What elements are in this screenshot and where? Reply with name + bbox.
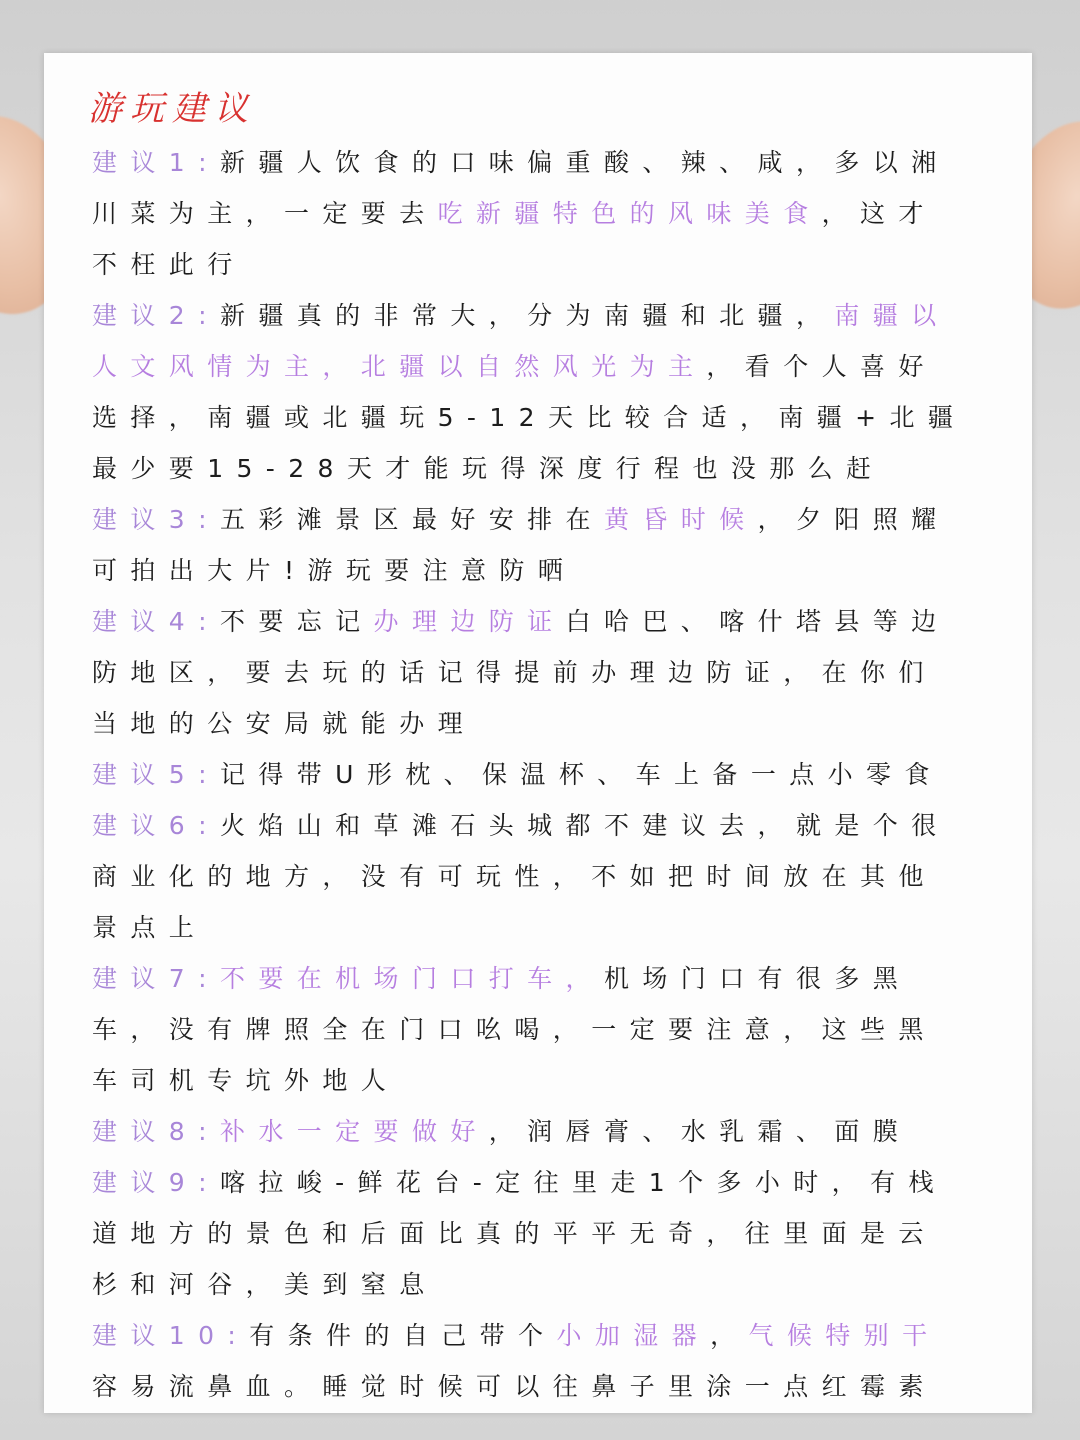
tip-highlight: 小加湿器: [556, 1321, 711, 1350]
tip-item: [92, 596, 972, 749]
tip-highlight: 黄昏时候: [603, 505, 758, 534]
tip-text: 新疆真的非常大，分为南疆和北疆，: [219, 301, 835, 330]
tip-text: 白哈巴、喀什塔县等边防地区，要去玩的话记得提前办理边防证，在你们当地的公安局就能办理: [92, 607, 950, 738]
tip-text: 容易流鼻血。睡觉时候可以往鼻子里涂一点红霉素: [92, 1372, 937, 1401]
tip-text: 有条件的自己带个: [249, 1321, 557, 1350]
tip-label: 建议2:: [92, 301, 220, 330]
tip-text: 火焰山和草滩石头城都不建议去，就是个很商业化的地方，没有可玩性，不如把时间放在其他景点上: [92, 811, 950, 942]
tip-label: 建议10:: [92, 1321, 250, 1350]
tip-text: ，夕阳照耀可拍出大片!游玩要注意防晒: [92, 505, 950, 585]
tip-highlight: 不要在机场门口打车，: [219, 964, 604, 993]
tip-label: 建议9:: [92, 1168, 220, 1197]
page-title: 游玩建议: [88, 89, 256, 129]
tip-label: 建议8:: [92, 1117, 220, 1146]
tip-label: 建议3:: [92, 505, 220, 534]
tip-item: [92, 1157, 972, 1310]
tip-highlight: 补水一定要做好: [219, 1117, 489, 1146]
tip-item: [92, 800, 972, 953]
tip-item: [92, 953, 972, 1106]
tip-item: [92, 290, 972, 494]
tip-highlight: 办理边防证: [373, 607, 566, 636]
tip-text: 新疆人饮食的口味偏重酸、辣、咸，多以湘川菜为主，一定要去: [92, 148, 950, 228]
tip-text: 机场门口有很多黑车，没有牌照全在门口吆喝，一定要注意，这些黑车司机专坑外地人: [92, 964, 937, 1095]
tip-item: [92, 1310, 972, 1412]
tip-text: 记得带U形枕、保温杯、车上备一点小零食: [219, 760, 943, 789]
tip-text: 五彩滩景区最好安排在: [219, 505, 604, 534]
tip-item: [92, 137, 972, 290]
tip-highlight: 吃新疆特色的风味美食: [437, 199, 822, 228]
tip-label: 建议5:: [92, 760, 220, 789]
tip-text: ，润唇膏、水乳霜、面膜: [488, 1117, 912, 1146]
tips-list: [92, 137, 972, 1412]
tip-label: 建议7:: [92, 964, 220, 993]
tip-text: ，: [710, 1321, 749, 1350]
tip-item: [92, 1106, 972, 1157]
tip-text: 喀拉峻-鲜花台-定往里走1个多小时，有栈道地方的景色和后面比真的平平无奇，往里面是云杉和河谷，美到窒息: [92, 1168, 947, 1299]
tip-highlight: 南疆以人文风情为主，北疆以自然风光为主: [92, 301, 950, 381]
tip-highlight: 气候特别干: [748, 1321, 941, 1350]
tip-text: ，这才不枉此行: [92, 199, 937, 279]
tip-text: ，看个人喜好选择，南疆或北疆玩5-12天比较合适，南疆+北疆最少要15-28天才能玩得深度行程也没那么赶: [92, 352, 967, 483]
tip-label: 建议4:: [92, 607, 220, 636]
tip-label: 建议1:: [92, 148, 220, 177]
tip-label: 建议6:: [92, 811, 220, 840]
tip-item: [92, 749, 972, 800]
tip-text: 不要忘记: [219, 607, 374, 636]
tip-item: [92, 494, 972, 596]
